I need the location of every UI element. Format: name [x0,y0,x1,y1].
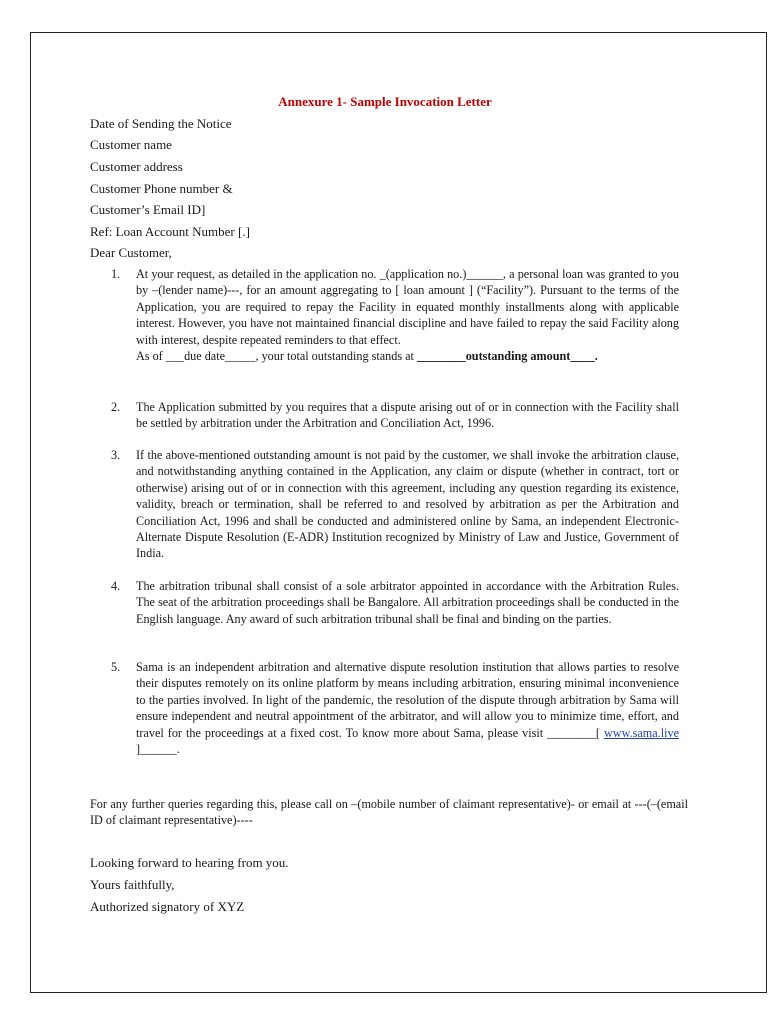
item-number: 1. [111,267,121,281]
date-line: Date of Sending the Notice [90,116,232,131]
item-text: At your request, as detailed in the application no. _(application no.)______, a personal loan was granted to you by –(lender name)---, for an amount aggregating to [ loan amount ] (“Facility”). Pursuant to the terms of the Application, you are required to repay the Facility in equated monthly installments along with applicable interest. However, you have not maintained financial discipline and have failed to repay the said Facility along with interest, despite repeated reminders to that effect. [136,267,679,347]
list-item [111,266,679,364]
list-item [111,447,679,562]
sign-off: Yours faithfully, [90,877,175,892]
customer-email-line: Customer’s Email ID] [90,202,206,217]
outstanding-line: As of ___due date_____, your total outstanding stands at ________outstanding amount____. [136,349,598,364]
customer-phone-line: Customer Phone number & [90,181,233,196]
item-number: 2. [111,400,121,414]
letter-title: Annexure 1- Sample Invocation Letter [278,94,492,109]
item-text: If the above-mentioned outstanding amount is not paid by the customer, we shall invoke the arbitration clause, and notwithstanding anything contained in the Application, any claim or dispute (whether in contract, tort or otherwise) arising out of or in connection with this agreement, including any question regarding its existence, validity, breach or termination, shall be referred to and resolved by arbitration as per the Arbitration and Conciliation Act, 1996 and shall be conducted and administered online by Sama, an independent Electronic-Alternate Dispute Resolution (E-ADR) Institution recognized by Ministry of Law and Justice, Government of India. [136,448,679,561]
item-text: The arbitration tribunal shall consist of a sole arbitrator appointed in accordance with the Arbitration Rules. The seat of the arbitration proceedings shall be Bangalore. All arbitration proceedings shall be conducted in the English language. Any award of such arbitration tribunal shall be final and binding on the parties. [136,579,679,626]
list-item [111,659,679,757]
item-text: The Application submitted by you requires that a dispute arising out of or in connection with the Facility shall be settled by arbitration under the Arbitration and Conciliation Act, 1996. [136,400,679,431]
item-number: 3. [111,448,121,462]
outstanding-amount: ________outstanding amount____. [416,349,598,364]
list-item [111,578,679,627]
item-number: 5. [111,660,121,674]
signatory: Authorized signatory of XYZ [90,899,245,914]
list-item [111,399,679,432]
customer-address-line: Customer address [90,159,183,174]
salutation: Dear Customer, [90,245,172,260]
reference-line: Ref: Loan Account Number [.] [90,224,250,239]
item-number: 4. [111,579,121,593]
customer-name-line: Customer name [90,137,172,152]
item-text: Sama is an independent arbitration and alternative dispute resolution institution that allows parties to resolve their disputes remotely on its online platform by means including arbitration, ensuring minimal inconvenience to the parties involved. In light of the pandemic, the resolution of the dispute through arbitration by Sama will ensure independent and neutral appointment of the arbitrator, and will allow you to minimize time, effort, and travel for the proceedings at a fixed cost. To know more about Sama, please visit ________[ www.sama.live ]______. [136,660,679,757]
sama-link[interactable]: www.sama.live [603,725,679,740]
queries-paragraph: For any further queries regarding this, please call on –(mobile number of claimant representative)- or email at ---(–(email ID of claimant representative)---- [90,797,688,828]
closing-line: Looking forward to hearing from you. [90,855,289,870]
